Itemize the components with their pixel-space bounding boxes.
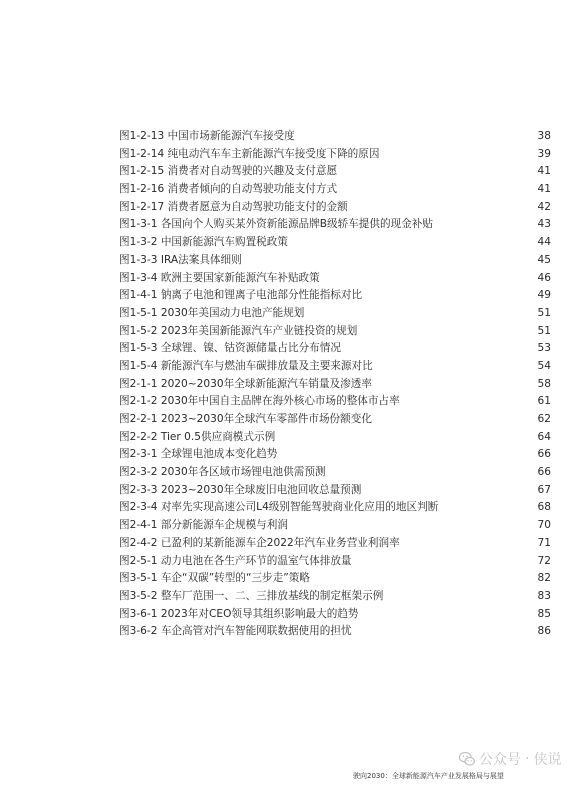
toc-entry xyxy=(119,216,551,234)
toc-entry-title: 图1-3-2 中国新能源汽车购置税政策 xyxy=(119,236,288,249)
toc-entry-title: 图2-2-2 Tier 0.5供应商模式示例 xyxy=(119,430,276,443)
toc-entry-page: 70 xyxy=(537,519,551,532)
toc-entry-title: 图2-1-1 2020~2030年全球新能源汽车销量及渗透率 xyxy=(119,377,372,390)
watermark-separator: · xyxy=(525,751,530,767)
toc-entry xyxy=(119,146,551,164)
toc-entry-title: 图1-2-13 中国市场新能源汽车接受度 xyxy=(119,130,295,142)
toc-entry-title: 图3-5-1 车企“双碳”转型的“三步走”策略 xyxy=(119,572,310,585)
toc-entry xyxy=(119,163,551,181)
toc-entry-page: 71 xyxy=(537,536,551,549)
toc-entry-page: 83 xyxy=(537,589,551,602)
toc-entry xyxy=(119,606,551,624)
toc-entry-page: 82 xyxy=(537,572,551,585)
toc-entry xyxy=(119,270,551,288)
toc-entry xyxy=(119,393,551,411)
toc-entry-page: 61 xyxy=(537,395,551,408)
toc-entry-page: 42 xyxy=(537,200,551,213)
toc-entry xyxy=(119,499,551,517)
toc-entry-page: 66 xyxy=(537,466,551,479)
toc-entry-title: 图3-5-2 整车厂范围一、二、三排放基线的制定框架示例 xyxy=(119,589,384,602)
toc-entry xyxy=(119,535,551,553)
toc-entry-title: 图1-2-15 消费者对自动驾驶的兴趣及支付意愿 xyxy=(119,165,338,178)
toc-entry xyxy=(119,623,551,641)
toc-entry xyxy=(119,429,551,447)
toc-entry-page: 58 xyxy=(537,377,551,390)
toc-entry-page: 49 xyxy=(537,289,551,302)
toc-entry xyxy=(119,588,551,606)
toc-entry-title: 图1-5-1 2030年美国动力电池产能规划 xyxy=(119,306,305,319)
toc-entry-page: 86 xyxy=(537,625,551,638)
toc-entry-title: 图2-5-1 动力电池在各生产环节的温室气体排放量 xyxy=(119,554,352,567)
toc-entry xyxy=(119,376,551,394)
toc-entry xyxy=(119,305,551,323)
toc-entry-title: 图1-2-16 消费者倾向的自动驾驶功能支付方式 xyxy=(119,183,338,196)
toc-entry xyxy=(119,517,551,535)
watermark-right-text: 侠说 xyxy=(533,752,562,768)
toc-entry-page: 38 xyxy=(537,130,551,142)
watermark xyxy=(458,747,561,771)
toc-entry-title: 图1-4-1 钠离子电池和锂离子电池部分性能指标对比 xyxy=(119,289,363,302)
toc-entry-title: 图3-6-2 车企高管对汽车智能网联数据使用的担忧 xyxy=(119,625,352,638)
toc-entry-title: 图2-3-3 2023~2030年全球废旧电池回收总量预测 xyxy=(119,483,362,496)
toc-entry-page: 66 xyxy=(537,448,551,461)
toc-entry xyxy=(119,553,551,571)
toc-entry xyxy=(119,464,551,482)
toc-entry xyxy=(119,411,551,429)
toc-entry-title: 图1-2-14 纯电动汽车车主新能源汽车接受度下降的原因 xyxy=(119,147,380,160)
toc-entry-page: 46 xyxy=(537,271,551,284)
toc-entry-title: 图2-2-1 2023~2030年全球汽车零部件市场份额变化 xyxy=(119,413,372,425)
toc-entry-page: 45 xyxy=(537,253,551,266)
toc-entry-page: 67 xyxy=(537,483,551,496)
toc-entry-title: 图1-5-2 2023年美国新能源汽车产业链投资的规划 xyxy=(119,324,358,337)
toc-entry xyxy=(119,323,551,341)
toc-entry-title: 图1-5-4 新能源汽车与燃油车碳排放量及主要来源对比 xyxy=(119,359,373,372)
toc-entry-page: 72 xyxy=(537,554,551,567)
toc-entry xyxy=(119,252,551,270)
toc-entry xyxy=(119,446,551,464)
toc-entry-page: 68 xyxy=(537,501,551,514)
toc-entry-title: 图2-1-2 2030年中国自主品牌在海外核心市场的整体市占率 xyxy=(119,395,400,408)
toc-entry xyxy=(119,340,551,358)
toc-entry-title: 图2-4-2 已盈利的某新能源车企2022年汽车业务营业利润率 xyxy=(119,536,400,549)
toc-entry-page: 41 xyxy=(537,165,551,178)
toc-entry xyxy=(119,570,551,588)
toc-entry-page: 39 xyxy=(537,147,551,160)
toc-entry xyxy=(119,199,551,217)
toc-entry-page: 43 xyxy=(537,218,551,231)
watermark-left-text: 公众号 xyxy=(479,752,521,768)
page-footer: 驶向2030：全球新能源汽车产业发展格局与展望 xyxy=(353,772,504,780)
toc-entry-page: 51 xyxy=(537,306,551,319)
table-of-figures xyxy=(119,128,551,641)
toc-entry xyxy=(119,358,551,376)
toc-entry-page: 41 xyxy=(537,183,551,196)
toc-entry-page: 54 xyxy=(537,359,551,372)
toc-entry-title: 图2-3-1 全球锂电池成本变化趋势 xyxy=(119,448,278,461)
toc-entry-page: 85 xyxy=(537,607,551,620)
toc-entry xyxy=(119,128,551,146)
toc-entry-title: 图1-3-4 欧洲主要国家新能源汽车补贴政策 xyxy=(119,271,320,284)
toc-entry-title: 图1-2-17 消费者愿意为自动驾驶功能支付的金额 xyxy=(119,200,348,213)
toc-entry-page: 44 xyxy=(537,236,551,249)
toc-entry-title: 图1-5-3 全球锂、镍、钴资源储量占比分布情况 xyxy=(119,342,341,355)
toc-entry xyxy=(119,181,551,199)
toc-entry xyxy=(119,287,551,305)
toc-entry-page: 53 xyxy=(537,342,551,355)
toc-entry-title: 图1-3-1 各国向个人购买某外资新能源品牌B级轿车提供的现金补贴 xyxy=(119,218,433,231)
wechat-icon xyxy=(458,750,476,768)
toc-entry-page: 62 xyxy=(537,413,551,425)
toc-entry xyxy=(119,482,551,500)
toc-entry-page: 64 xyxy=(537,430,551,443)
toc-entry-title: 图2-3-4 对率先实现高速公司L4级别智能驾驶商业化应用的地区判断 xyxy=(119,501,439,514)
toc-entry-title: 图2-4-1 部分新能源车企规模与利润 xyxy=(119,519,288,532)
toc-entry xyxy=(119,234,551,252)
toc-entry-page: 51 xyxy=(537,324,551,337)
toc-entry-title: 图2-3-2 2030年各区域市场锂电池供需预测 xyxy=(119,466,326,479)
toc-entry-title: 图1-3-3 IRA法案具体细则 xyxy=(119,253,242,266)
toc-entry-title: 图3-6-1 2023年对CEO领导其组织影响最大的趋势 xyxy=(119,607,359,620)
